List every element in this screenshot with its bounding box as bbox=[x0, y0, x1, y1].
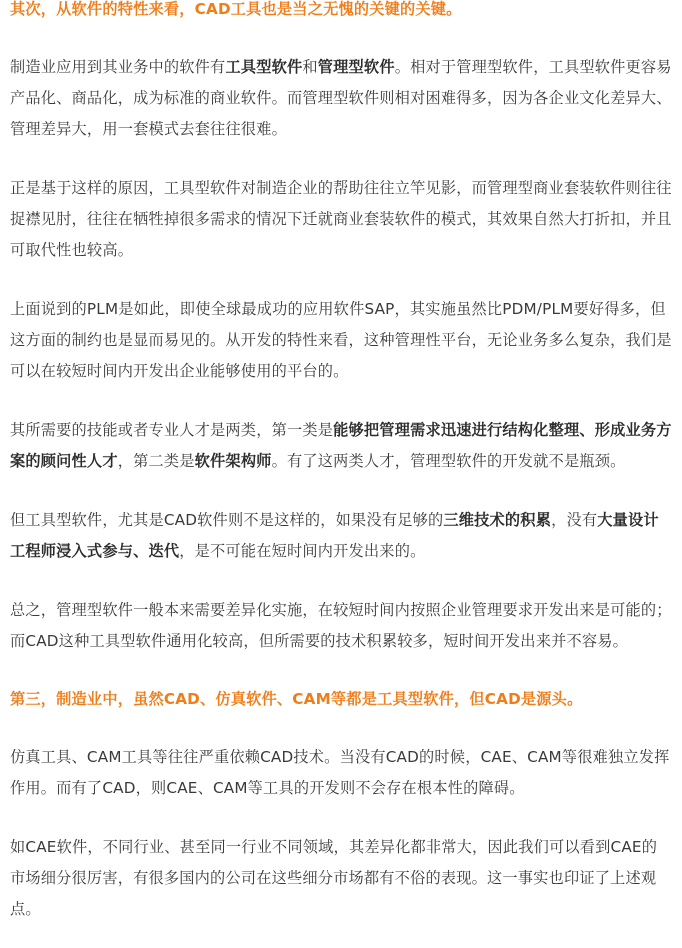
bold-term-consultant-talent: 能够把管理需求迅速进行结构化整理、形成业务方案的顾问性人才 bbox=[10, 421, 672, 470]
paragraph-text: 和 bbox=[302, 58, 318, 76]
spacer bbox=[10, 387, 672, 415]
paragraph-text: 。相对于管理型软件，工具型软件更容易产品化、商品化，成为标准的商业软件。而管理型软件则相对困难得多，因为各企业文化差异大、管理差异大，用一套模式去套往往很难。 bbox=[10, 58, 672, 138]
paragraph-text: ，是不可能在短时间内开发出来的。 bbox=[179, 542, 426, 560]
spacer bbox=[10, 715, 672, 742]
spacer bbox=[10, 804, 672, 832]
section-heading-2: 其次，从软件的特性来看，CAD工具也是当之无愧的关键的关键。 bbox=[10, 0, 462, 18]
paragraph-text: 制造业应用到其业务中的软件有 bbox=[10, 58, 226, 76]
spacer bbox=[10, 477, 672, 505]
bold-term-tool-software: 工具型软件 bbox=[225, 58, 303, 76]
paragraph-summary: 总之，管理型软件一般本来需要差异化实施，在较短时间内按照企业管理要求开发出来是可能的；而CAD这种工具型软件通用化较高，但所需要的技术积累较多，短时间开发出来并不容易。 bbox=[10, 601, 672, 650]
paragraph-software-types bbox=[10, 52, 672, 145]
paragraph-cae-cam-dependency: 仿真工具、CAM工具等往往严重依赖CAD技术。当没有CAD的时候，CAE、CAM等很难独立发挥作用。而有了CAD，则CAE、CAM等工具的开发则不会存在根本性的障碍。 bbox=[10, 748, 670, 797]
paragraph-tool-effect: 正是基于这样的原因，工具型软件对制造企业的帮助往往立竿见影，而管理型商业套装软件则往往捉襟见肘，往往在牺牲掉很多需求的情况下迁就商业套装软件的模式，其效果自然大打折扣，并且可取代性也较高。 bbox=[10, 179, 672, 259]
bold-term-engineer-iteration: 大量设计工程师浸入式参与、迭代 bbox=[10, 511, 659, 560]
spacer bbox=[10, 657, 672, 684]
paragraph-plm-sap: 上面说到的PLM是如此，即使全球最成功的应用软件SAP，其实施虽然比PDM/PLM要好得多，但这方面的制约也是显而易见的。从开发的特性来看，这种管理性平台，无论业务多么复杂，我们是可以在较短时间内开发出企业能够使用的平台的。 bbox=[10, 300, 672, 380]
bold-term-software-architect: 软件架构师 bbox=[194, 452, 272, 470]
paragraph-talent-types bbox=[10, 415, 672, 477]
bold-term-management-software: 管理型软件 bbox=[317, 58, 395, 76]
spacer bbox=[10, 266, 672, 294]
spacer bbox=[10, 25, 672, 52]
paragraph-cad-difficulty bbox=[10, 505, 672, 567]
paragraph-cae-market: 如CAE软件，不同行业、甚至同一行业不同领域，其差异化都非常大，因此我们可以看到CAE的市场细分很厉害，有很多国内的公司在这些细分市场都有不俗的表现。这一事实也印证了上述观点。 bbox=[10, 838, 658, 918]
paragraph-text: 。有了这两类人才，管理型软件的开发就不是瓶颈。 bbox=[271, 452, 626, 470]
paragraph-text: 其所需要的技能或者专业人才是两类，第一类是 bbox=[10, 421, 334, 439]
paragraph-text: 但工具型软件，尤其是CAD软件则不是这样的，如果没有足够的 bbox=[10, 511, 444, 529]
spacer bbox=[10, 145, 672, 173]
section-heading-3: 第三，制造业中，虽然CAD、仿真软件、CAM等都是工具型软件，但CAD是源头。 bbox=[10, 690, 583, 708]
bold-term-3d-accumulation: 三维技术的积累 bbox=[443, 511, 552, 529]
paragraph-text: ，没有 bbox=[551, 511, 598, 529]
paragraph-text: ，第二类是 bbox=[117, 452, 195, 470]
spacer bbox=[10, 567, 672, 595]
